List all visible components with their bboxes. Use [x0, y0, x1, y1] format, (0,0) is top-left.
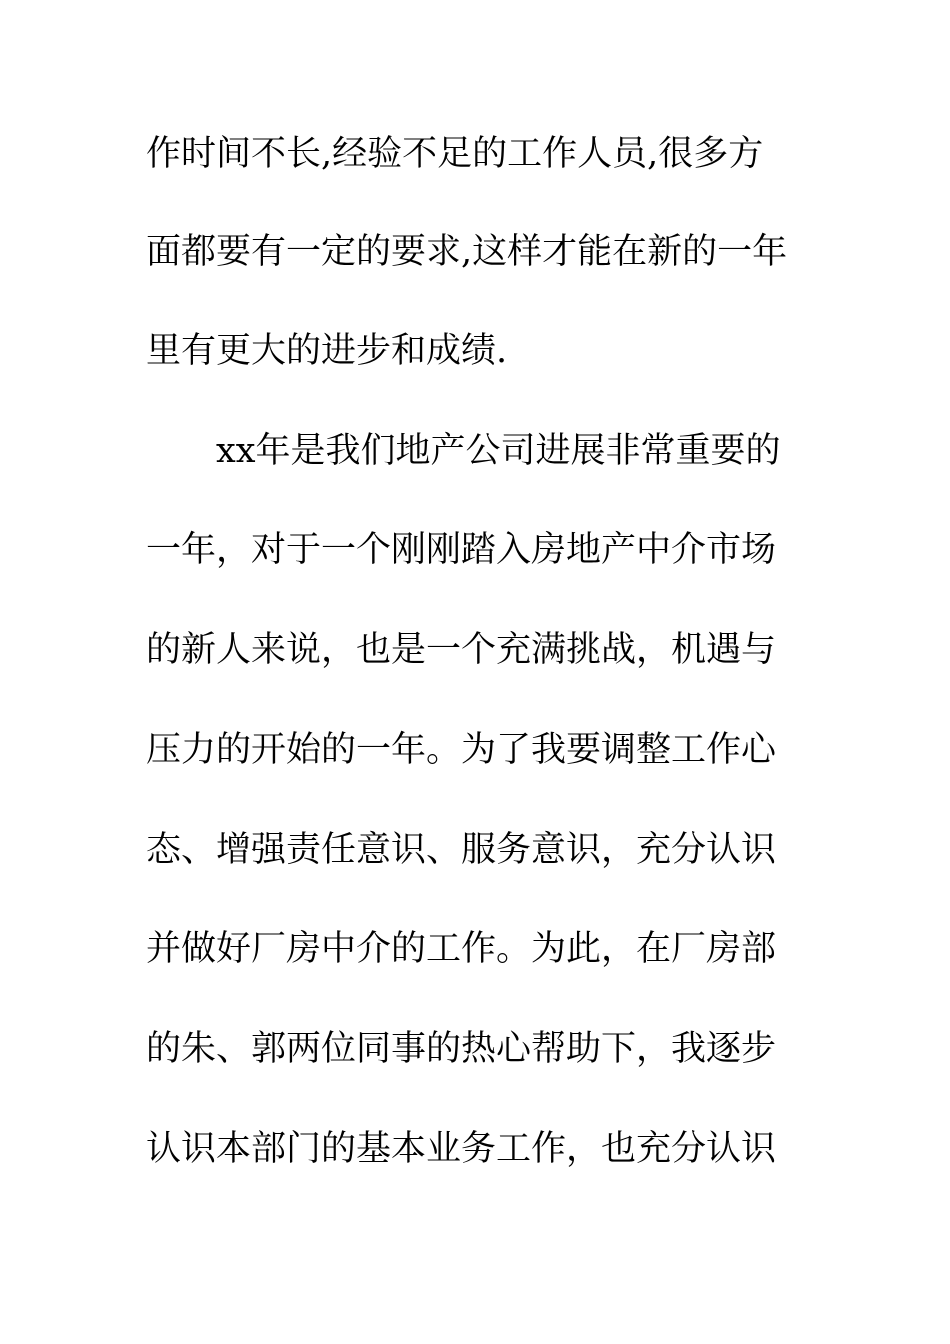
text-line: 的新人来说，也是一个充满挑战，机遇与 [146, 630, 777, 670]
text-line: 并做好厂房中介的工作。为此，在厂房部 [146, 929, 777, 969]
text-line: 作时间不长,经验不足的工作人员,很多方 [146, 134, 764, 174]
text-line: 压力的开始的一年。为了我要调整工作心 [146, 730, 777, 770]
text-line: 里有更大的进步和成绩. [146, 331, 508, 371]
text-line: 认识本部门的基本业务工作，也充分认识 [146, 1129, 777, 1169]
text-line: 态、增强责任意识、服务意识，充分认识 [146, 830, 777, 870]
text-line: 面都要有一定的要求,这样才能在新的一年 [146, 232, 788, 272]
text-line: 一年，对于一个刚刚踏入房地产中介市场 [146, 530, 777, 570]
paragraph-first-line: xx年是我们地产公司进展非常重要的 [216, 431, 781, 471]
text-line: 的朱、郭两位同事的热心帮助下，我逐步 [146, 1029, 777, 1069]
